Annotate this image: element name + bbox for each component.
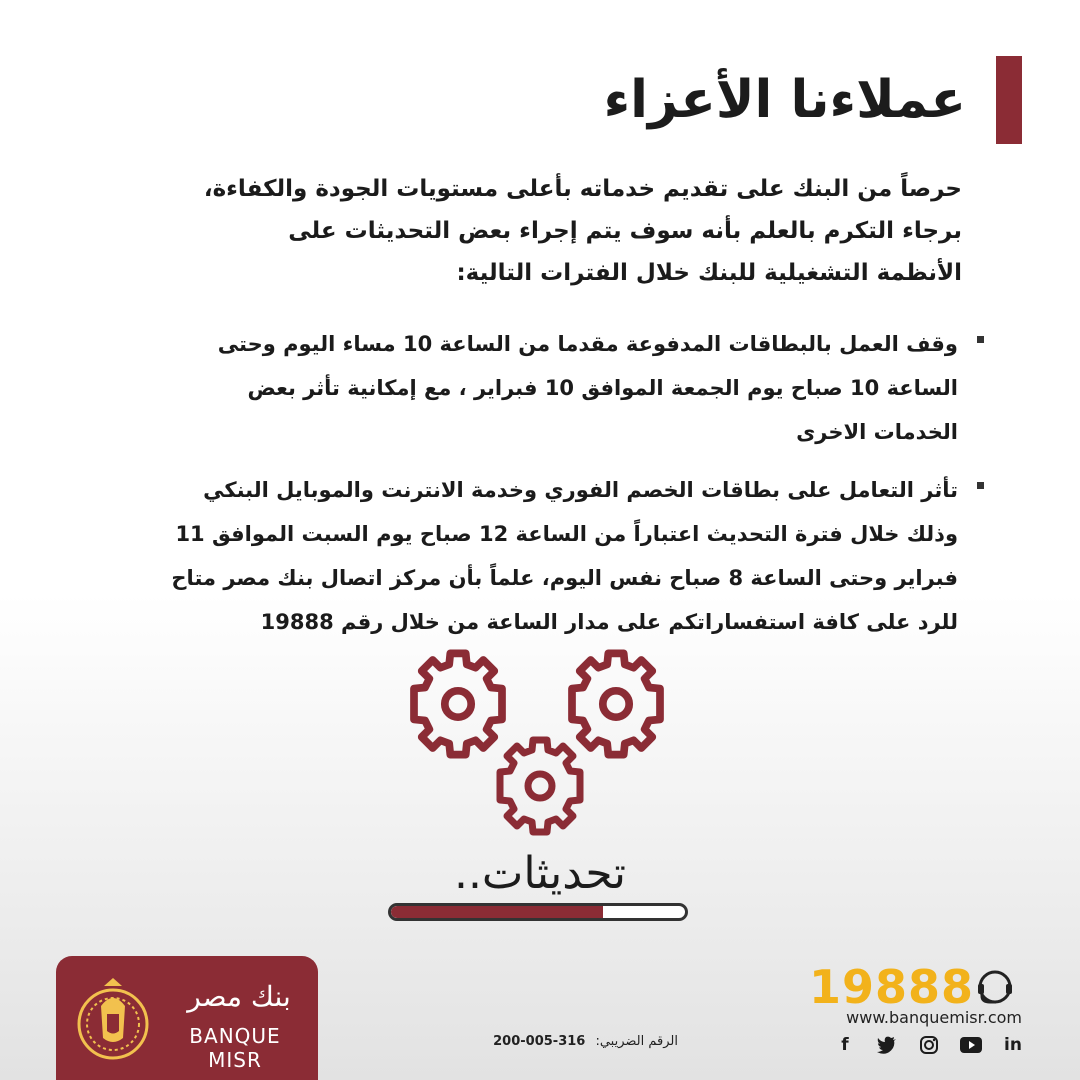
logo-latin-text: BANQUE MISR	[189, 1024, 281, 1072]
page-title: عملاءنا الأعزاء	[603, 70, 966, 130]
list-item-line: وقف العمل بالبطاقات المدفوعة مقدما من الساعة 10 مساء اليوم وحتى	[217, 332, 958, 356]
pharaoh-emblem-icon	[74, 976, 152, 1066]
logo-arabic-text: بنك مصر	[187, 980, 291, 1013]
twitter-icon[interactable]	[876, 1034, 898, 1056]
list-item-line: وذلك خلال فترة التحديث اعتباراً من الساعة 12 صباح يوم السبت الموافق 11	[175, 522, 958, 546]
intro-line: حرصاً من البنك على تقديم خدماته بأعلى مستويات الجودة والكفاءة،	[203, 176, 962, 202]
list-item-line: تأثر التعامل على بطاقات الخصم الفوري وخدمة الانترنت والموبايل البنكي	[203, 478, 958, 502]
intro-paragraph	[82, 168, 962, 294]
bullet-marker	[977, 482, 984, 489]
intro-line: برجاء التكرم بالعلم بأنه سوف يتم إجراء بعض التحديثات على	[288, 218, 962, 244]
hotline[interactable]	[809, 960, 1024, 1014]
youtube-icon[interactable]	[960, 1034, 982, 1056]
website-link[interactable]: www.banquemisr.com	[846, 1008, 1022, 1027]
list-item-line: الساعة 10 صباح يوم الجمعة الموافق 10 فبراير ، مع إمكانية تأثر بعض	[247, 376, 958, 400]
instagram-icon[interactable]	[918, 1034, 940, 1056]
tax-number	[488, 1034, 678, 1049]
list-item-line: الخدمات الاخرى	[796, 420, 958, 444]
notice-list	[88, 322, 988, 658]
intro-line: الأنظمة التشغيلية للبنك خلال الفترات التالية:	[456, 260, 962, 286]
hotline-number[interactable]: 19888	[808, 960, 974, 1014]
social-links	[834, 1034, 1024, 1056]
list-item	[88, 468, 988, 644]
tax-value: 200-005-316	[493, 1034, 586, 1049]
tax-label: الرقم الضريبي:	[595, 1034, 678, 1049]
banque-misr-logo	[56, 956, 318, 1080]
gears-illustration	[380, 648, 700, 843]
gear-icon	[500, 740, 580, 832]
linkedin-icon[interactable]: in	[1004, 1035, 1022, 1055]
list-item	[88, 322, 988, 454]
bullet-marker	[977, 336, 984, 343]
list-item-line: فبراير وحتى الساعة 8 صباح نفس اليوم، علماً بأن مركز اتصال بنك مصر متاح	[171, 566, 958, 590]
header	[604, 56, 1022, 144]
headset-icon	[974, 966, 1016, 1008]
updates-label: تحديثات..	[453, 848, 627, 899]
gear-icon	[414, 653, 502, 754]
progress-fill	[391, 906, 603, 918]
title-accent-bar	[996, 56, 1022, 144]
progress-bar	[388, 903, 688, 921]
gear-icon	[572, 653, 660, 754]
list-item-line: للرد على كافة استفساراتكم على مدار الساعة من خلال رقم 19888	[260, 610, 958, 634]
facebook-icon[interactable]: f	[841, 1035, 849, 1055]
